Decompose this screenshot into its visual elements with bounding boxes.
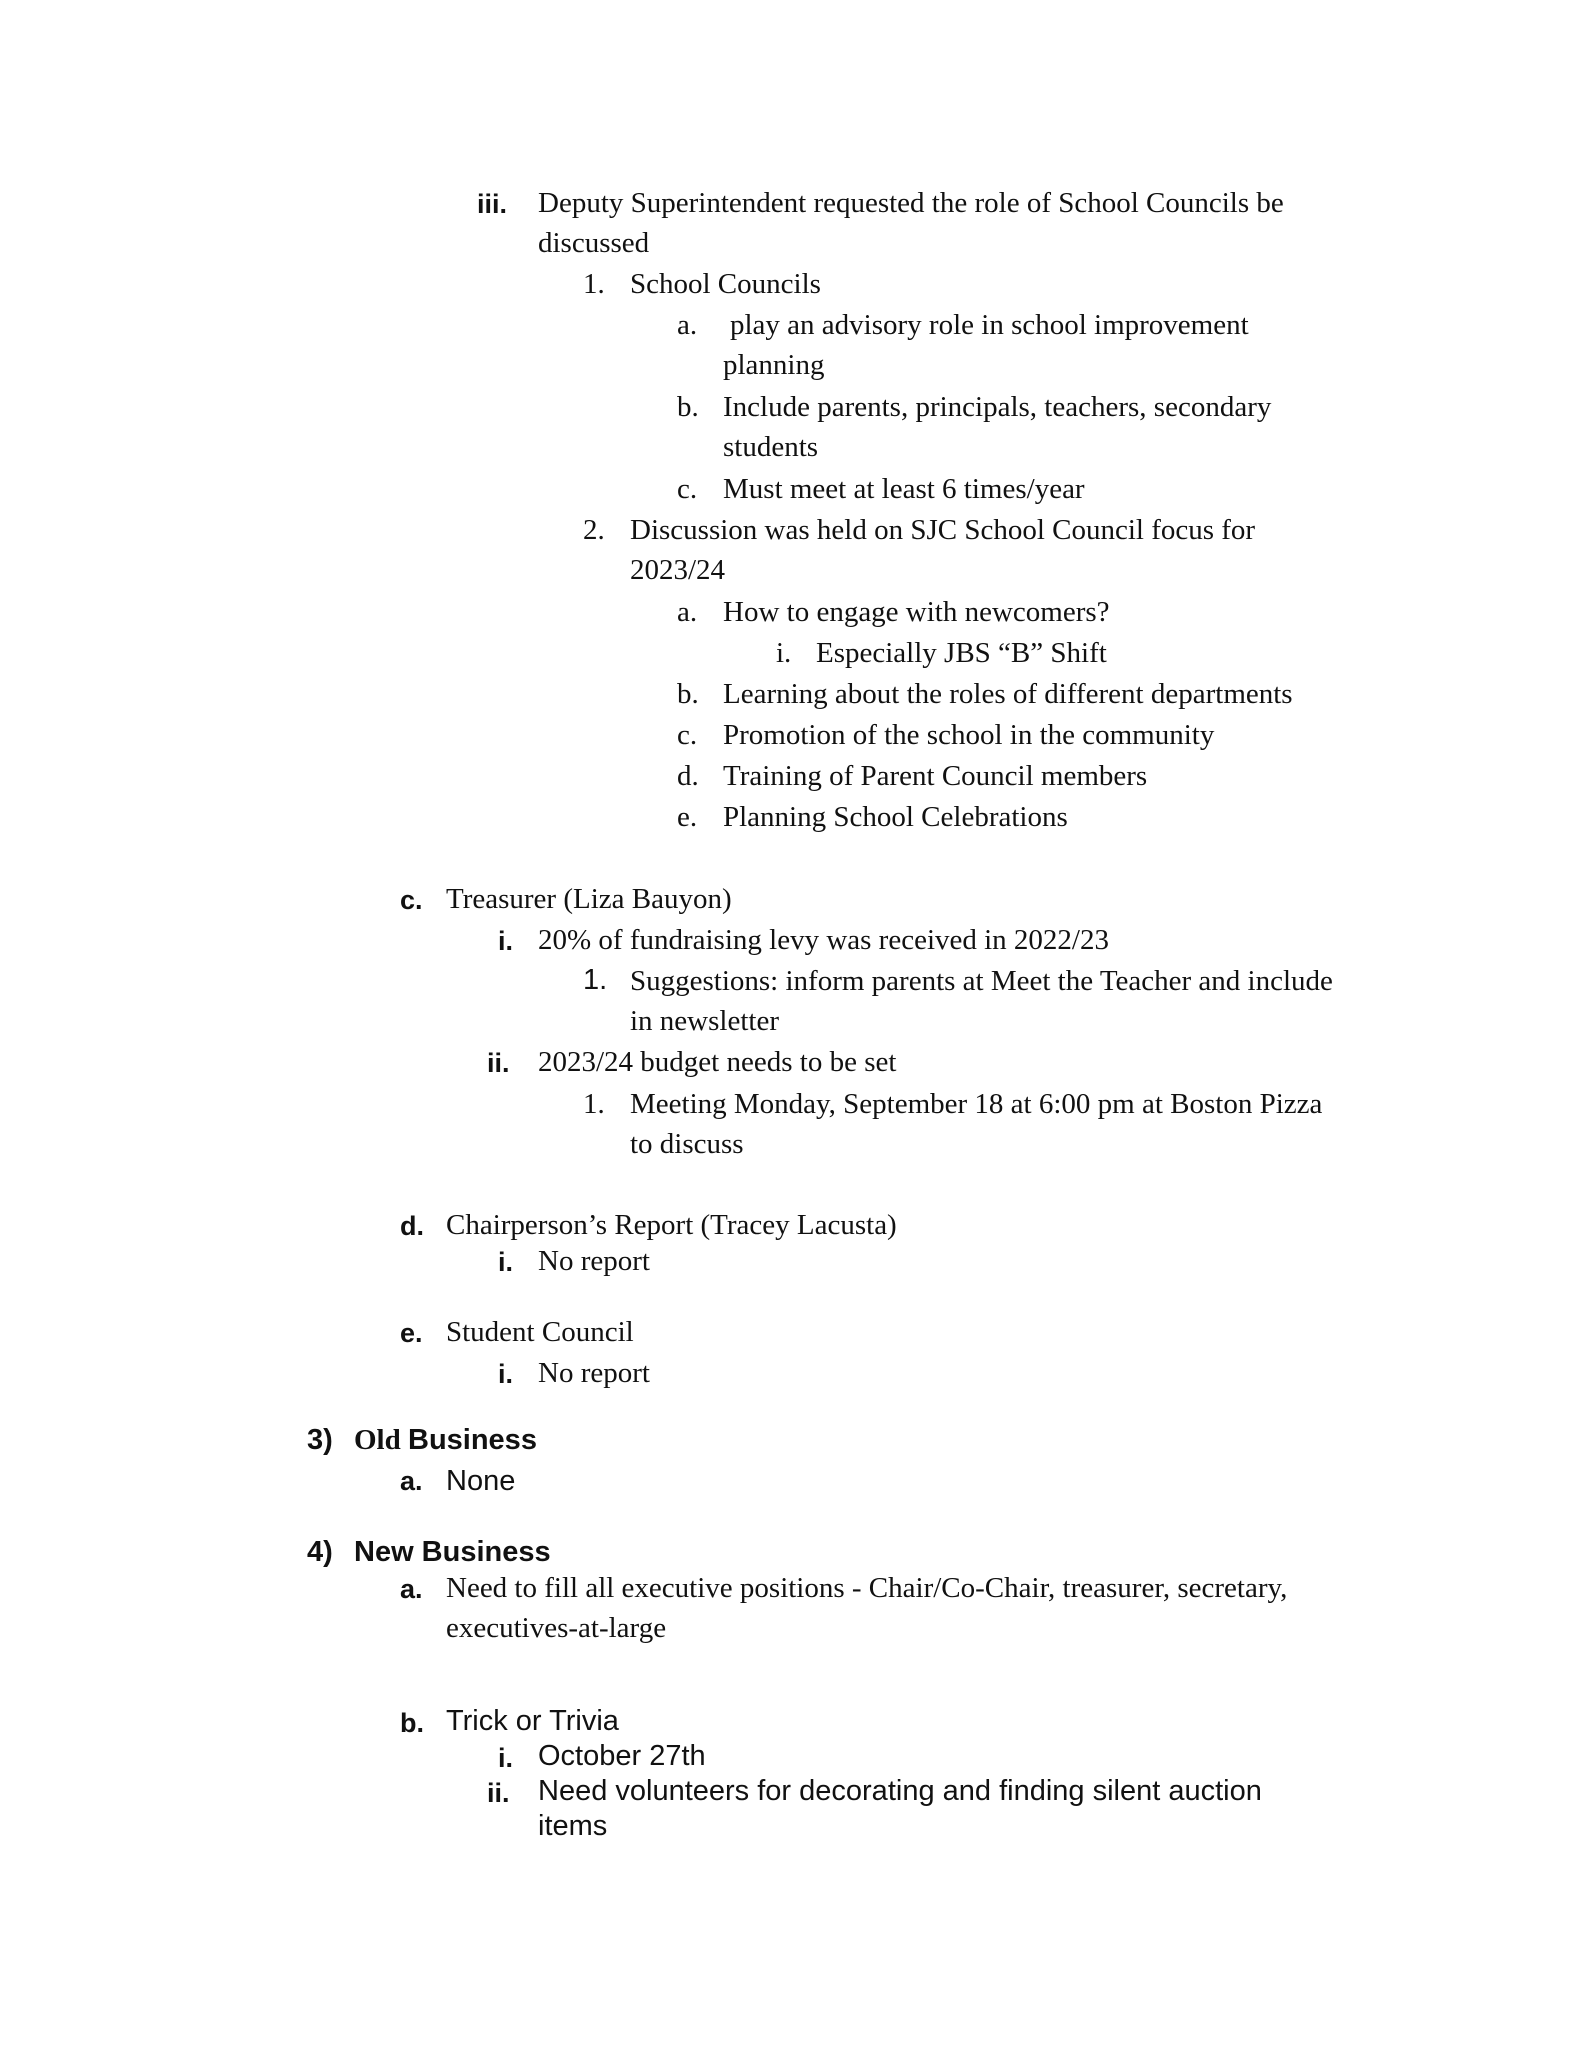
list-marker: c. xyxy=(677,719,698,751)
list-item-text: Training of Parent Council members xyxy=(723,760,1148,792)
list-item-text: How to engage with newcomers? xyxy=(723,596,1110,628)
list-marker: ii. xyxy=(487,1048,510,1078)
list-marker: i. xyxy=(498,926,514,956)
list-item-text: Include parents, principals, teachers, secondary xyxy=(723,391,1272,423)
list-marker: ii. xyxy=(487,1778,510,1808)
list-item-text: None xyxy=(446,1465,516,1497)
section-number: 4) xyxy=(307,1536,333,1568)
list-item-text: in newsletter xyxy=(630,1005,779,1037)
list-marker: i. xyxy=(498,1359,514,1389)
list-item-text: Planning School Celebrations xyxy=(723,801,1068,833)
list-marker: 2. xyxy=(583,514,605,546)
section-number: 3) xyxy=(307,1424,333,1456)
list-marker: 1. xyxy=(583,1088,605,1120)
list-item-text: 2023/24 budget needs to be set xyxy=(538,1046,897,1078)
list-item-text: 2023/24 xyxy=(630,554,726,586)
section-heading: Student Council xyxy=(446,1316,634,1348)
section-title-old: Old xyxy=(354,1424,401,1456)
list-item-text: Need volunteers for decorating and finding silent auction xyxy=(538,1775,1262,1807)
section-heading: Treasurer (Liza Bauyon) xyxy=(446,883,732,915)
list-marker: a. xyxy=(677,309,698,341)
list-marker: d. xyxy=(400,1211,424,1241)
list-item-text: Discussion was held on SJC School Council focus for xyxy=(630,514,1256,546)
list-marker: c. xyxy=(677,473,698,505)
list-marker: c. xyxy=(400,885,423,915)
list-marker: i. xyxy=(498,1743,514,1773)
list-item-text: Promotion of the school in the community xyxy=(723,719,1215,751)
section-title-rest: Business xyxy=(408,1424,537,1456)
list-item-text: No report xyxy=(538,1245,650,1277)
list-marker: e. xyxy=(677,801,698,833)
list-item-text: Meeting Monday, September 18 at 6:00 pm at Boston Pizza xyxy=(630,1088,1323,1120)
list-item-text: Especially JBS “B” Shift xyxy=(816,637,1107,669)
list-item-text: planning xyxy=(723,349,825,381)
list-item-text: Must meet at least 6 times/year xyxy=(723,473,1085,505)
list-item-text: School Councils xyxy=(630,268,821,300)
list-marker: d. xyxy=(677,760,699,792)
list-marker: b. xyxy=(677,678,699,710)
list-item-text: discussed xyxy=(538,227,650,259)
list-marker: iii. xyxy=(477,189,508,219)
list-marker: 1. xyxy=(583,964,608,996)
list-item-text: October 27th xyxy=(538,1740,706,1772)
list-item-text: Learning about the roles of different departments xyxy=(723,678,1293,710)
list-item-text: items xyxy=(538,1810,608,1842)
list-item-text: students xyxy=(723,431,819,463)
list-marker: b. xyxy=(400,1708,424,1738)
list-marker: a. xyxy=(400,1466,423,1496)
list-item-text: 20% of fundraising levy was received in 2022/23 xyxy=(538,924,1109,956)
list-item-text: to discuss xyxy=(630,1128,744,1160)
list-marker: b. xyxy=(677,391,699,423)
list-item-text: play an advisory role in school improvement xyxy=(730,309,1249,341)
list-marker: i. xyxy=(498,1247,514,1277)
list-item-text: executives-at-large xyxy=(446,1612,667,1644)
section-title xyxy=(354,1424,537,1457)
list-marker: a. xyxy=(677,596,698,628)
list-item-text: Need to fill all executive positions - Chair/Co-Chair, treasurer, secretary, xyxy=(446,1572,1288,1604)
list-item-text: No report xyxy=(538,1357,650,1389)
section-heading: Chairperson’s Report (Tracey Lacusta) xyxy=(446,1209,897,1241)
list-item-text: Suggestions: inform parents at Meet the Teacher and include xyxy=(630,965,1333,997)
list-item-text: Deputy Superintendent requested the role of School Councils be xyxy=(538,187,1284,219)
list-marker: e. xyxy=(400,1318,423,1348)
list-marker: i. xyxy=(776,637,792,669)
section-heading: Trick or Trivia xyxy=(446,1705,619,1737)
list-marker: 1. xyxy=(583,268,605,300)
section-title: New Business xyxy=(354,1536,551,1568)
list-marker: a. xyxy=(400,1574,423,1604)
